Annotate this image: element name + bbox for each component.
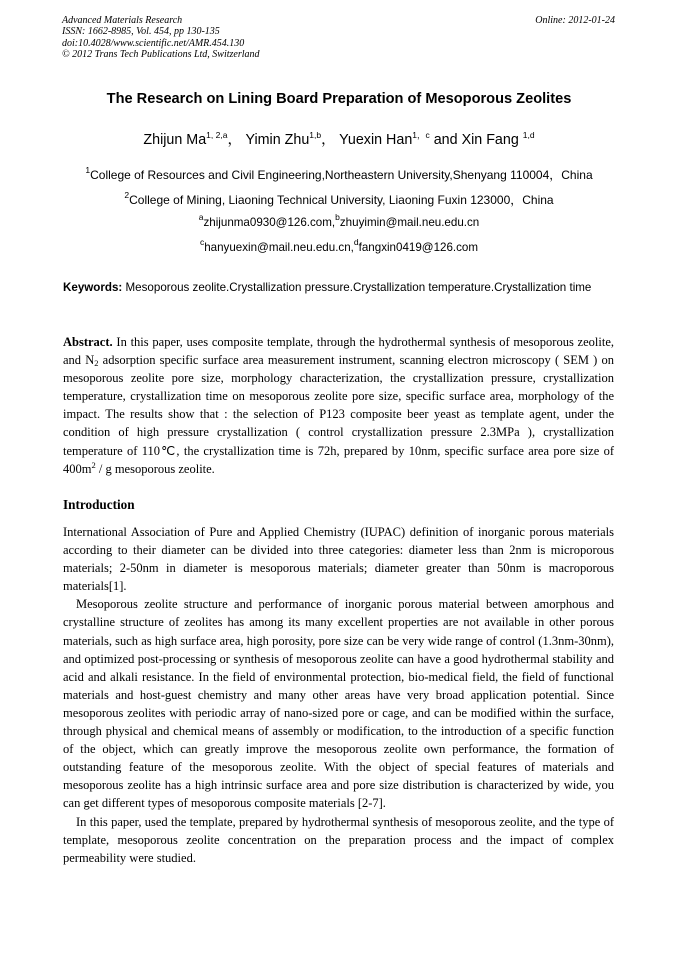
email-address[interactable]: zhijunma0930@126.com,	[203, 216, 336, 229]
introduction-body	[63, 523, 614, 867]
section-heading-introduction: Introduction	[63, 497, 135, 512]
email-address[interactable]: fangxin0419@126.com	[358, 241, 479, 254]
paragraph: In this paper, used the template, prepared by hydrothermal synthesis of mesoporous zeolite, and the type of template, mesoporous zeolite concentration on the preparation process and the impact of complex permeability were studied.	[63, 814, 614, 865]
journal-issn: ISSN: 1662-8985, Vol. 454, pp 130-135	[62, 26, 220, 38]
abstract-text: adsorption specific surface area measurement instrument, scanning electron microscopy ( SEM ) on mesoporous zeolite pore size, morphology characterization, the crystallization pressure, crystallization temperature, crystallization time on mesoporous zeolite pore size, specific surface area, morphology of the impact. The results show that : the selection of P123 composite beer yeast as template agent, under the condition of high pressure crystallization ( control crystallization pressure 2.3MPa ), crystallization temperature of 110℃, the crystallization time is 72h, prepared by 10nm, specific surface area pore size of 400m	[63, 353, 614, 476]
author-sep: and	[429, 132, 462, 148]
author-sup: 1,b	[309, 130, 322, 140]
keywords	[63, 279, 614, 296]
paragraph: International Association of Pure and Applied Chemistry (IUPAC) definition of inorganic porous materials according to their diameter can be divided into three categories: diameter less than 2nm is microporous materials; 2-50nm in diameter is mesoporous materials; diameter greater than 50nm is macroporous materials[1].	[63, 525, 614, 594]
affiliation-sup: 1	[85, 165, 91, 175]
email-sup: a	[198, 212, 204, 222]
abstract-subscript: 2	[94, 358, 99, 369]
abstract-text: In this paper, uses composite template, through the hydrothermal synthesis of mesoporous zeolite, and N	[63, 335, 614, 368]
email-line-1	[40, 212, 638, 229]
affiliation-text: College of Mining, Liaoning Technical University, Liaoning Fuxin 123000，China	[129, 193, 554, 207]
email-sup: c	[199, 237, 205, 247]
paragraph: Mesoporous zeolite structure and performance of inorganic porous material between amorphous and crystalline structure of zeolites has among its many excellent properties are not available in other porous materials, such as high surface area, high porosity, pore size can be very wide range of control (1.3nm-30nm), and optimized post-processing or synthesis of mesoporous zeolite can have a good hydrothermal stability and acid and alkali resistance. In the field of environmental protection, bio-medical field, the field of functional materials and host-guest chemistry and many other areas have very broad application potential. Since mesoporous zeolites with periodic array of nano-sized pore or cage, and can be modified within the surface, through physical and chemical means of assembly or modification, to the introduction of a specific function of the object, which can greatly improve the mesoporous zeolite own performance, the formation of outstanding feature of the mesoporous zeolite. With the object of special features of materials and mesoporous zeolite has a high intrinsic surface area and pore size distribution is characterized by wide, you can get different types of mesoporous composite materials [2-7].	[63, 597, 614, 811]
author-name: Zhijun Ma	[143, 132, 207, 148]
journal-copyright: © 2012 Trans Tech Publications Ltd, Switzerland	[62, 48, 260, 60]
affiliation-2	[30, 191, 648, 208]
journal-header	[62, 15, 260, 60]
email-address[interactable]: hanyuexin@mail.neu.edu.cn,	[204, 241, 354, 254]
abstract	[63, 333, 614, 478]
author-sup: 1，c	[412, 130, 430, 140]
journal-name: Advanced Materials Research	[62, 15, 183, 26]
author-list	[40, 129, 638, 149]
author-sep: ，	[321, 132, 336, 148]
keywords-label: Keywords:	[63, 281, 123, 294]
online-date: Online: 2012-01-24	[535, 15, 615, 26]
author-sup: 1, 2,a	[206, 130, 228, 140]
keywords-text: Mesoporous zeolite.Crystallization pressure.Crystallization temperature.Crystallization time	[125, 281, 592, 294]
journal-doi: doi:10.4028/www.scientific.net/AMR.454.130	[62, 37, 245, 49]
email-sup: d	[353, 237, 359, 247]
author-name: Yuexin Han	[339, 132, 413, 148]
affiliation-1	[30, 166, 648, 183]
abstract-text: / g mesoporous zeolite.	[95, 461, 215, 476]
abstract-superscript: 2	[91, 459, 96, 470]
author-name: Yimin Zhu	[245, 132, 310, 148]
author-sep: ，	[227, 132, 242, 148]
paper-title: The Research on Lining Board Preparation of Mesoporous Zeolites	[106, 91, 572, 107]
email-address[interactable]: zhuyimin@mail.neu.edu.cn	[339, 216, 480, 229]
affiliation-text: College of Resources and Civil Engineering,Northeastern University,Shenyang 110004，China	[90, 168, 593, 182]
email-line-2	[40, 237, 638, 254]
author-sup: 1,d	[522, 130, 535, 140]
email-sup: b	[335, 212, 340, 222]
author-name: Xin Fang	[461, 132, 519, 148]
abstract-label: Abstract.	[63, 335, 113, 349]
affiliation-sup: 2	[124, 190, 130, 200]
